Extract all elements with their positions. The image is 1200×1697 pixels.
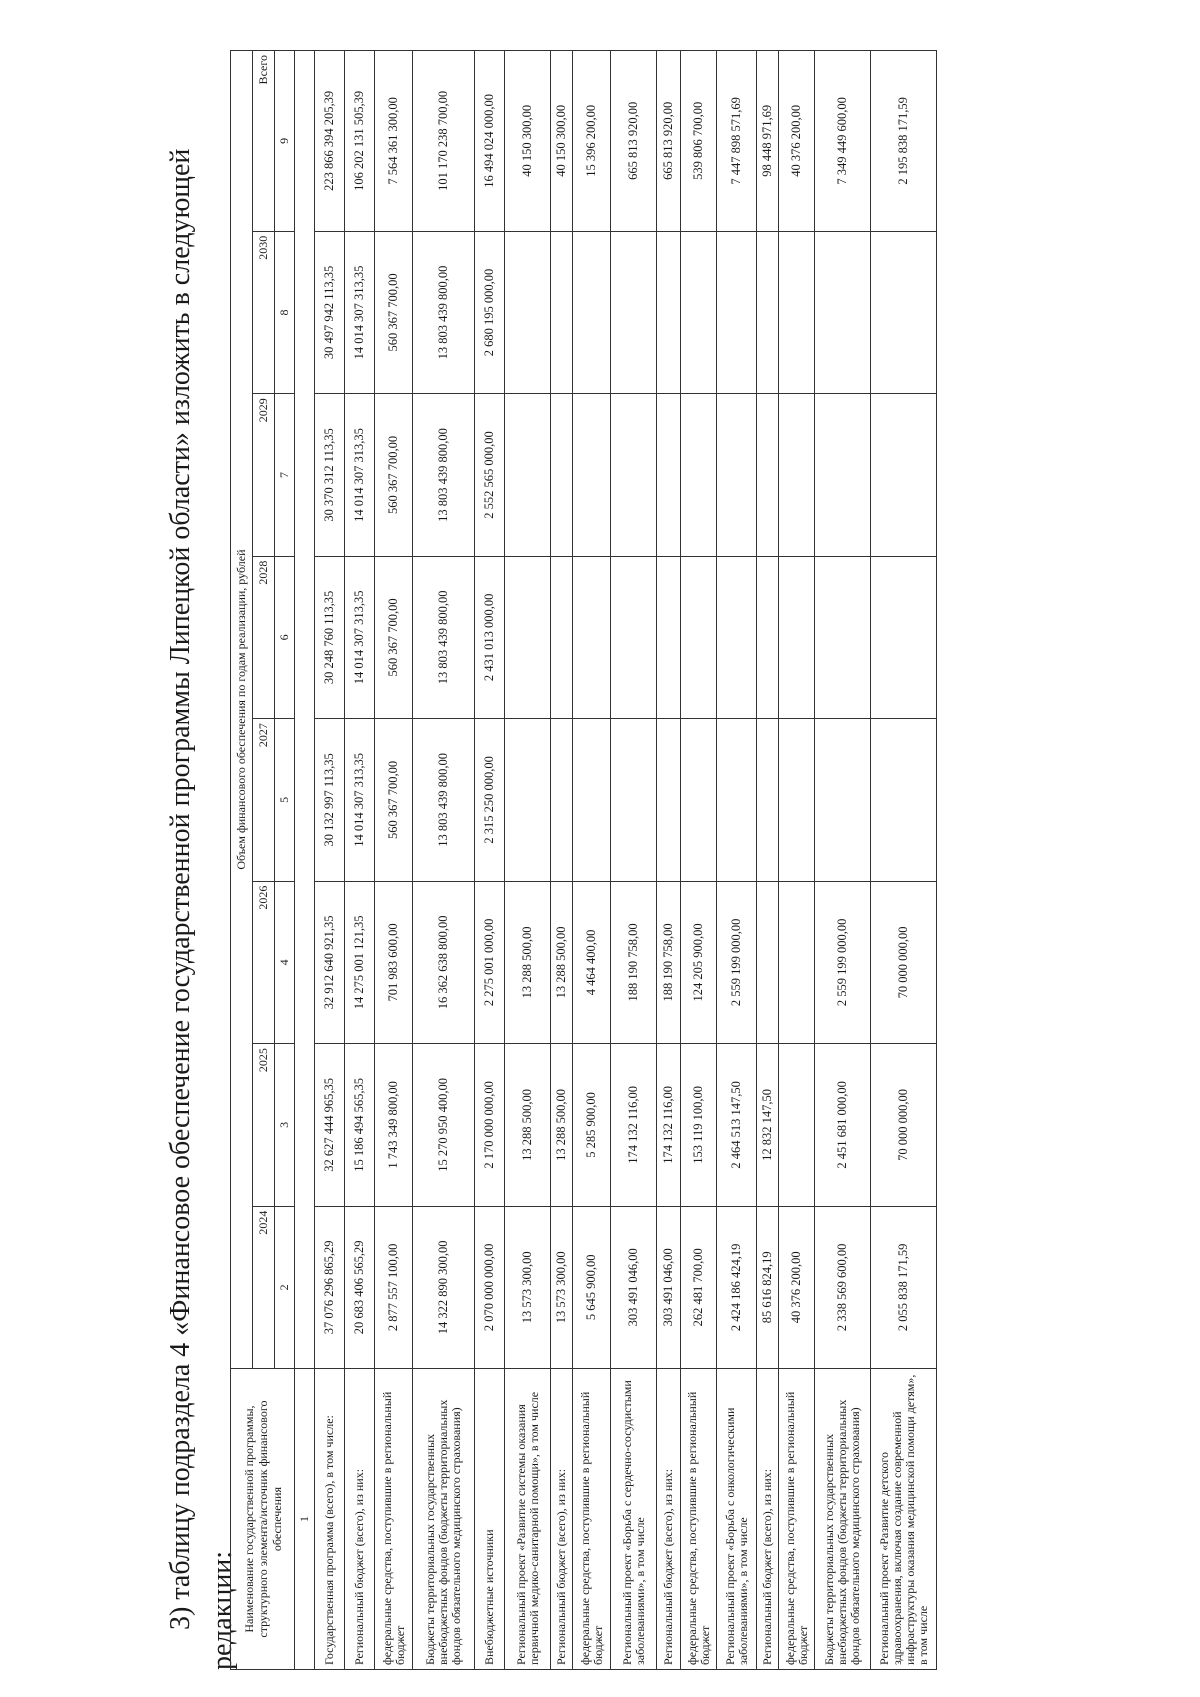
- value-cell: 124 205 900,00: [681, 881, 717, 1043]
- value-cell: 1 743 349 800,00: [375, 1044, 413, 1206]
- value-cell: 13 288 500,00: [551, 881, 573, 1043]
- value-cell: 560 367 700,00: [375, 556, 413, 718]
- row-name: Региональный бюджет (всего), из них:: [757, 1369, 779, 1670]
- value-cell: 14 014 307 313,35: [345, 556, 375, 718]
- value-cell: 701 983 600,00: [375, 881, 413, 1043]
- name-column-header: Наименование государственной программы, структурного элемента/источник финансового обеспечения: [231, 1369, 295, 1670]
- total-header: Всего: [253, 51, 275, 232]
- value-cell: [551, 719, 573, 881]
- value-cell: 13 573 300,00: [505, 1206, 551, 1368]
- total-cell: 40 376 200,00: [779, 51, 815, 232]
- value-cell: [573, 394, 611, 556]
- value-cell: [681, 394, 717, 556]
- value-cell: 2 338 569 600,00: [815, 1206, 871, 1368]
- value-cell: [573, 231, 611, 393]
- column-number: 7: [275, 394, 295, 556]
- total-cell: 40 150 300,00: [551, 51, 573, 232]
- value-cell: [815, 394, 871, 556]
- row-name: Региональный проект «Развитие детского здравоохранения, включая создание современной инфраструктуры оказания медицинской помощи детям», в том числе: [871, 1369, 937, 1670]
- value-cell: [871, 231, 937, 393]
- value-cell: 188 190 758,00: [657, 881, 681, 1043]
- value-cell: [757, 881, 779, 1043]
- value-cell: [779, 556, 815, 718]
- value-cell: 30 370 312 113,35: [315, 394, 345, 556]
- value-cell: 13 803 439 800,00: [413, 556, 475, 718]
- row-name: Региональный бюджет (всего), из них:: [657, 1369, 681, 1670]
- value-cell: [611, 719, 657, 881]
- value-cell: 85 616 824,19: [757, 1206, 779, 1368]
- value-cell: 13 573 300,00: [551, 1206, 573, 1368]
- value-cell: [657, 231, 681, 393]
- value-cell: 303 491 046,00: [611, 1206, 657, 1368]
- value-cell: 14 275 001 121,35: [345, 881, 375, 1043]
- value-cell: 40 376 200,00: [779, 1206, 815, 1368]
- value-cell: [757, 719, 779, 881]
- total-cell: 665 813 920,00: [611, 51, 657, 232]
- value-cell: 2 464 513 147,50: [717, 1044, 757, 1206]
- value-cell: [779, 231, 815, 393]
- value-cell: 560 367 700,00: [375, 719, 413, 881]
- table-row: [871, 51, 937, 1670]
- year-header: 2029: [253, 394, 275, 556]
- column-number: 4: [275, 881, 295, 1043]
- value-cell: 14 014 307 313,35: [345, 394, 375, 556]
- table-row: [413, 51, 475, 1670]
- value-cell: [757, 231, 779, 393]
- value-cell: 153 119 100,00: [681, 1044, 717, 1206]
- table-row: [315, 51, 345, 1670]
- column-number: 6: [275, 556, 295, 718]
- value-cell: [657, 719, 681, 881]
- year-header: 2030: [253, 231, 275, 393]
- value-cell: 14 014 307 313,35: [345, 231, 375, 393]
- column-number: 2: [275, 1206, 295, 1368]
- row-name: Региональный проект «Борьба с сердечно-сосудистыми заболеваниями», в том числе: [611, 1369, 657, 1670]
- value-cell: 2 170 000 000,00: [475, 1044, 505, 1206]
- value-cell: 2 315 250 000,00: [475, 719, 505, 881]
- value-cell: 32 627 444 965,35: [315, 1044, 345, 1206]
- value-cell: [871, 719, 937, 881]
- value-cell: [611, 394, 657, 556]
- table-row: [657, 51, 681, 1670]
- value-cell: 14 322 890 300,00: [413, 1206, 475, 1368]
- heading-line-2: редакции:: [207, 1550, 238, 1670]
- value-cell: [505, 394, 551, 556]
- value-cell: 20 683 406 565,29: [345, 1206, 375, 1368]
- value-cell: [815, 719, 871, 881]
- table-row: [505, 51, 551, 1670]
- value-cell: 2 275 001 000,00: [475, 881, 505, 1043]
- value-cell: [657, 394, 681, 556]
- value-cell: 30 132 997 113,35: [315, 719, 345, 881]
- financing-table: [230, 50, 937, 1670]
- value-cell: 13 803 439 800,00: [413, 231, 475, 393]
- value-cell: [611, 231, 657, 393]
- value-cell: 15 270 950 400,00: [413, 1044, 475, 1206]
- value-cell: [779, 881, 815, 1043]
- table-body: [315, 51, 937, 1670]
- table-row: [815, 51, 871, 1670]
- total-cell: 101 170 238 700,00: [413, 51, 475, 232]
- value-cell: 174 132 116,00: [657, 1044, 681, 1206]
- row-name: Региональный бюджет (всего), из них:: [551, 1369, 573, 1670]
- value-cell: 560 367 700,00: [375, 394, 413, 556]
- row-name: федеральные средства, поступившие в региональный бюджет: [375, 1369, 413, 1670]
- table-row: [681, 51, 717, 1670]
- value-cell: [717, 394, 757, 556]
- value-cell: 4 464 400,00: [573, 881, 611, 1043]
- value-cell: [779, 394, 815, 556]
- value-cell: 15 186 494 565,35: [345, 1044, 375, 1206]
- value-cell: [551, 556, 573, 718]
- total-cell: 106 202 131 505,39: [345, 51, 375, 232]
- value-cell: [657, 556, 681, 718]
- value-cell: [681, 231, 717, 393]
- row-name: федеральные средства, поступившие в региональный бюджет: [573, 1369, 611, 1670]
- value-cell: 2 070 000 000,00: [475, 1206, 505, 1368]
- row-name: Государственная программа (всего), в том числе:: [315, 1369, 345, 1670]
- value-cell: [505, 719, 551, 881]
- table-row: [757, 51, 779, 1670]
- value-cell: [505, 556, 551, 718]
- table-row: [475, 51, 505, 1670]
- table-row: [779, 51, 815, 1670]
- value-cell: 32 912 640 921,35: [315, 881, 345, 1043]
- total-cell: 7 447 898 571,69: [717, 51, 757, 232]
- value-cell: [871, 556, 937, 718]
- value-cell: [551, 394, 573, 556]
- year-header: 2024: [253, 1206, 275, 1368]
- value-cell: [815, 231, 871, 393]
- total-cell: 40 150 300,00: [505, 51, 551, 232]
- row-name: Внебюджетные источники: [475, 1369, 505, 1670]
- row-name: Региональный бюджет (всего), из них:: [345, 1369, 375, 1670]
- value-cell: 13 288 500,00: [551, 1044, 573, 1206]
- total-cell: 98 448 971,69: [757, 51, 779, 232]
- value-cell: 2 451 681 000,00: [815, 1044, 871, 1206]
- value-cell: [551, 231, 573, 393]
- rotated-page: [20, 40, 1180, 1680]
- row-name: федеральные средства, поступившие в региональный бюджет: [681, 1369, 717, 1670]
- value-cell: 13 288 500,00: [505, 1044, 551, 1206]
- value-cell: 14 014 307 313,35: [345, 719, 375, 881]
- value-cell: [573, 556, 611, 718]
- value-cell: [505, 231, 551, 393]
- row-name: Региональный проект «Борьба с онкологическими заболеваниями», в том числе: [717, 1369, 757, 1670]
- value-cell: [871, 394, 937, 556]
- total-cell: 2 195 838 171,59: [871, 51, 937, 232]
- year-header: 2026: [253, 881, 275, 1043]
- value-cell: 2 055 838 171,59: [871, 1206, 937, 1368]
- value-cell: 188 190 758,00: [611, 881, 657, 1043]
- value-cell: [815, 556, 871, 718]
- value-cell: [681, 556, 717, 718]
- value-cell: 560 367 700,00: [375, 231, 413, 393]
- number-row-filler: [295, 51, 315, 1369]
- value-cell: 13 803 439 800,00: [413, 719, 475, 881]
- table-row: [345, 51, 375, 1670]
- total-cell: 15 396 200,00: [573, 51, 611, 232]
- value-cell: 2 431 013 000,00: [475, 556, 505, 718]
- table-row: [573, 51, 611, 1670]
- value-cell: 12 832 147,50: [757, 1044, 779, 1206]
- row-name: Бюджеты территориальных государственных внебюджетных фондов (бюджеты территориальных фондов обязательного медицинского страхования): [815, 1369, 871, 1670]
- value-cell: 2 552 565 000,00: [475, 394, 505, 556]
- heading-line-1: 3) таблицу подраздела 4 «Финансовое обеспечение государственной программы Липецкой области» изложить в следующей: [165, 148, 196, 1630]
- column-number: 5: [275, 719, 295, 881]
- value-cell: 2 877 557 100,00: [375, 1206, 413, 1368]
- value-cell: 37 076 296 865,29: [315, 1206, 345, 1368]
- value-cell: 262 481 700,00: [681, 1206, 717, 1368]
- row-name: Региональный проект «Развитие системы оказания первичной медико-санитарной помощи», в том числе: [505, 1369, 551, 1670]
- value-cell: 30 248 760 113,35: [315, 556, 345, 718]
- total-cell: 16 494 024 000,00: [475, 51, 505, 232]
- funding-group-header: Объем финансового обеспечения по годам реализации, рублей: [231, 51, 253, 1369]
- row-name: федеральные средства, поступившие в региональный бюджет: [779, 1369, 815, 1670]
- value-cell: 5 645 900,00: [573, 1206, 611, 1368]
- year-header: 2027: [253, 719, 275, 881]
- column-number: 9: [275, 51, 295, 232]
- value-cell: [779, 719, 815, 881]
- value-cell: 70 000 000,00: [871, 881, 937, 1043]
- value-cell: [757, 556, 779, 718]
- value-cell: 174 132 116,00: [611, 1044, 657, 1206]
- value-cell: 2 680 195 000,00: [475, 231, 505, 393]
- table-row: [551, 51, 573, 1670]
- value-cell: [681, 719, 717, 881]
- value-cell: 30 497 942 113,35: [315, 231, 345, 393]
- value-cell: [717, 719, 757, 881]
- value-cell: 303 491 046,00: [657, 1206, 681, 1368]
- value-cell: 70 000 000,00: [871, 1044, 937, 1206]
- column-number: 1: [295, 1369, 315, 1670]
- total-cell: 665 813 920,00: [657, 51, 681, 232]
- column-number: 8: [275, 231, 295, 393]
- value-cell: 2 559 199 000,00: [717, 881, 757, 1043]
- value-cell: [757, 394, 779, 556]
- table-row: [611, 51, 657, 1670]
- total-cell: 223 866 394 205,39: [315, 51, 345, 232]
- value-cell: [611, 556, 657, 718]
- row-name: Бюджеты территориальных государственных внебюджетных фондов (бюджеты территориальных фондов обязательного медицинского страхования): [413, 1369, 475, 1670]
- total-cell: 7 349 449 600,00: [815, 51, 871, 232]
- value-cell: 2 424 186 424,19: [717, 1206, 757, 1368]
- column-number: 3: [275, 1044, 295, 1206]
- value-cell: 5 285 900,00: [573, 1044, 611, 1206]
- value-cell: [779, 1044, 815, 1206]
- value-cell: 13 803 439 800,00: [413, 394, 475, 556]
- value-cell: [573, 719, 611, 881]
- year-header: 2025: [253, 1044, 275, 1206]
- value-cell: 13 288 500,00: [505, 881, 551, 1043]
- total-cell: 7 564 361 300,00: [375, 51, 413, 232]
- value-cell: 16 362 638 800,00: [413, 881, 475, 1043]
- table-row: [717, 51, 757, 1670]
- total-cell: 539 806 700,00: [681, 51, 717, 232]
- table-row: [375, 51, 413, 1670]
- value-cell: [717, 556, 757, 718]
- year-header: 2028: [253, 556, 275, 718]
- value-cell: [717, 231, 757, 393]
- value-cell: 2 559 199 000,00: [815, 881, 871, 1043]
